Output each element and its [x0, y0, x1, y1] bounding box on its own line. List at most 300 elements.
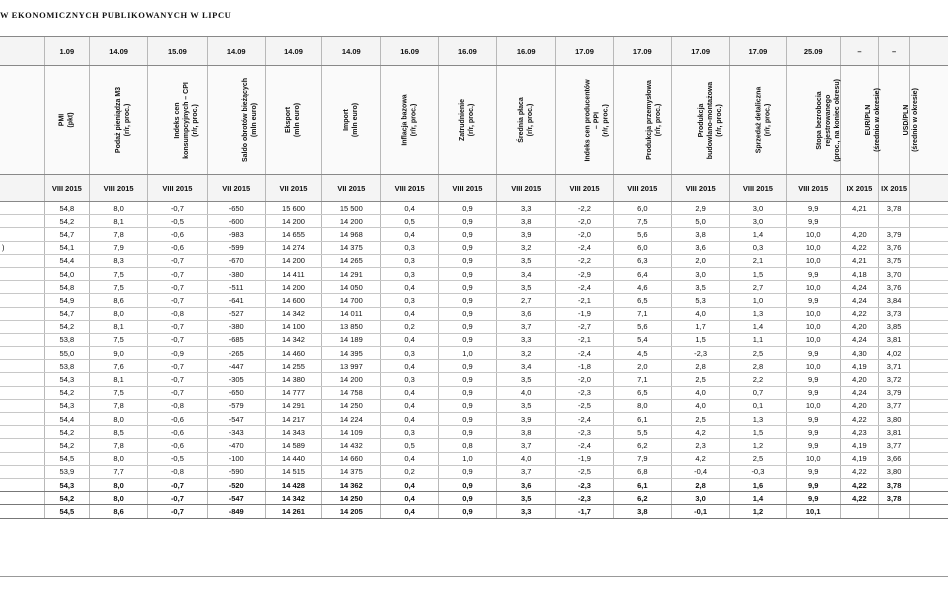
value-cell: -650 — [207, 202, 265, 215]
value-cell: 1,0 — [730, 294, 786, 307]
release-date-cell: – — [840, 37, 878, 66]
indicator-label: Podaż pieniądza M3 (r/r, proc.) — [115, 86, 132, 154]
release-date-cell: 15.09 — [148, 37, 207, 66]
value-cell: 3,76 — [879, 281, 910, 294]
value-cell: 14 205 — [322, 505, 381, 518]
value-cell: 14 758 — [322, 386, 381, 399]
value-cell: 2,5 — [730, 452, 786, 465]
value-cell: 14 050 — [322, 281, 381, 294]
value-cell: 54,4 — [44, 254, 89, 267]
forecaster-name — [0, 267, 44, 280]
value-cell: 10,0 — [786, 281, 840, 294]
value-cell: -0,7 — [148, 505, 207, 518]
value-cell: 5,6 — [613, 320, 671, 333]
value-cell: 14 261 — [265, 505, 321, 518]
empty-cell — [910, 267, 948, 280]
value-cell: 3,8 — [613, 505, 671, 518]
value-cell: 0,9 — [438, 360, 496, 373]
empty-cell — [910, 241, 948, 254]
value-cell: -0,8 — [148, 307, 207, 320]
period-cell: VIII 2015 — [786, 175, 840, 202]
forecaster-name — [0, 478, 44, 491]
value-cell: -1,9 — [556, 307, 613, 320]
value-cell: 4,23 — [840, 426, 878, 439]
forecaster-name — [0, 360, 44, 373]
value-cell: 7,1 — [613, 307, 671, 320]
value-cell: 14 432 — [322, 439, 381, 452]
value-cell: 3,3 — [497, 333, 556, 346]
value-cell: 0,1 — [730, 399, 786, 412]
release-date-cell: 14.09 — [322, 37, 381, 66]
value-cell: 3,72 — [879, 373, 910, 386]
forecaster-name — [0, 347, 44, 360]
value-cell: 54,2 — [44, 439, 89, 452]
value-cell: 3,0 — [671, 492, 729, 505]
release-date-cell: 17.09 — [613, 37, 671, 66]
value-cell: 5,4 — [613, 333, 671, 346]
release-date-cell — [910, 37, 948, 66]
release-date-cell: 17.09 — [671, 37, 729, 66]
indicator-label: Zatrudnienie (r/r, proc.) — [459, 98, 476, 142]
value-cell: 14 265 — [322, 254, 381, 267]
value-cell: -380 — [207, 267, 265, 280]
value-cell: 3,5 — [497, 281, 556, 294]
value-cell: 0,4 — [381, 452, 438, 465]
value-cell: 3,5 — [497, 254, 556, 267]
value-cell: 4,24 — [840, 333, 878, 346]
value-cell: 0,4 — [381, 399, 438, 412]
row-label-cell — [0, 175, 44, 202]
value-cell: 14 255 — [265, 360, 321, 373]
value-cell: -641 — [207, 294, 265, 307]
value-cell: 3,70 — [879, 267, 910, 280]
value-cell: 4,22 — [840, 478, 878, 491]
value-cell: 5,6 — [613, 228, 671, 241]
value-cell: -0,7 — [148, 254, 207, 267]
value-cell: 0,4 — [381, 413, 438, 426]
value-cell: 14 411 — [265, 267, 321, 280]
forecaster-name — [0, 399, 44, 412]
value-cell: 14 200 — [322, 215, 381, 228]
value-cell: 0,2 — [381, 320, 438, 333]
value-cell: 4,19 — [840, 360, 878, 373]
value-cell: -2,7 — [556, 320, 613, 333]
value-cell: 14 291 — [265, 399, 321, 412]
value-cell: -2,3 — [556, 492, 613, 505]
value-cell: 54,7 — [44, 307, 89, 320]
value-cell: -511 — [207, 281, 265, 294]
empty-cell — [910, 386, 948, 399]
value-cell: 14 291 — [322, 267, 381, 280]
release-date-cell: 14.09 — [207, 37, 265, 66]
value-cell: -0,8 — [148, 465, 207, 478]
value-cell: 8,0 — [89, 413, 147, 426]
value-cell: -0,7 — [148, 492, 207, 505]
empty-cell — [910, 320, 948, 333]
value-cell: 7,5 — [89, 333, 147, 346]
value-cell: -0,3 — [730, 465, 786, 478]
value-cell: 3,80 — [879, 413, 910, 426]
value-cell: 54,8 — [44, 281, 89, 294]
value-cell: -380 — [207, 320, 265, 333]
value-cell: 3,7 — [497, 439, 556, 452]
forecaster-name — [0, 452, 44, 465]
value-cell: 3,78 — [879, 478, 910, 491]
forecaster-name — [0, 202, 44, 215]
forecaster-name: ) — [0, 241, 44, 254]
value-cell: -0,7 — [148, 202, 207, 215]
indicator-label-cell — [265, 66, 321, 175]
value-cell: 10,1 — [786, 505, 840, 518]
table-row — [0, 281, 948, 294]
value-cell: 7,9 — [89, 241, 147, 254]
value-cell: 1,1 — [730, 333, 786, 346]
value-cell: 9,9 — [786, 439, 840, 452]
value-cell: 3,78 — [879, 492, 910, 505]
value-cell: 9,0 — [89, 347, 147, 360]
value-cell: 8,0 — [89, 492, 147, 505]
table-row — [0, 307, 948, 320]
value-cell: 8,6 — [89, 294, 147, 307]
value-cell: 3,79 — [879, 228, 910, 241]
value-cell: 5,0 — [671, 215, 729, 228]
value-cell: 53,8 — [44, 333, 89, 346]
value-cell: 3,2 — [497, 241, 556, 254]
value-cell: 14 109 — [322, 426, 381, 439]
value-cell: 14 217 — [265, 413, 321, 426]
table-row — [0, 360, 948, 373]
value-cell: -0,4 — [671, 465, 729, 478]
indicator-label-cell — [840, 66, 881, 175]
value-cell: 3,6 — [671, 241, 729, 254]
value-cell: 3,76 — [879, 241, 910, 254]
indicator-label-cell — [148, 66, 207, 175]
table-row — [0, 333, 948, 346]
value-cell: 1,2 — [730, 505, 786, 518]
value-cell: 14 655 — [265, 228, 321, 241]
value-cell: 54,3 — [44, 399, 89, 412]
value-cell: 14 600 — [265, 294, 321, 307]
table-row — [0, 241, 948, 254]
value-cell: 14 342 — [265, 333, 321, 346]
value-cell: -2,4 — [556, 347, 613, 360]
table-row — [0, 386, 948, 399]
value-cell: 0,2 — [381, 465, 438, 478]
value-cell: 14 200 — [265, 281, 321, 294]
value-cell: 9,9 — [786, 426, 840, 439]
value-cell: 4,0 — [671, 399, 729, 412]
value-cell: 0,9 — [438, 333, 496, 346]
value-cell: 0,3 — [381, 373, 438, 386]
indicator-label: Stopa bezrobocia rejestrowanego (proc., na koniec okresu) — [815, 78, 841, 162]
value-cell: 0,9 — [438, 202, 496, 215]
value-cell: 53,8 — [44, 360, 89, 373]
value-cell: -0,6 — [148, 228, 207, 241]
bottom-rule — [0, 576, 948, 577]
value-cell: 0,9 — [438, 505, 496, 518]
value-cell: 3,4 — [497, 267, 556, 280]
value-cell: 0,9 — [438, 281, 496, 294]
value-cell: 54,4 — [44, 413, 89, 426]
value-cell: 8,0 — [89, 307, 147, 320]
value-cell: -579 — [207, 399, 265, 412]
empty-cell — [910, 373, 948, 386]
value-cell: 3,84 — [879, 294, 910, 307]
value-cell: 14 380 — [265, 373, 321, 386]
period-cell: VIII 2015 — [89, 175, 147, 202]
value-cell: -685 — [207, 333, 265, 346]
value-cell: 14 011 — [322, 307, 381, 320]
value-cell: 54,0 — [44, 267, 89, 280]
forecaster-name — [0, 294, 44, 307]
release-date-cell: 16.09 — [381, 37, 438, 66]
value-cell: 14 700 — [322, 294, 381, 307]
value-cell: 14 589 — [265, 439, 321, 452]
value-cell: -0,7 — [148, 373, 207, 386]
value-cell: 54,1 — [44, 241, 89, 254]
value-cell: 0,4 — [381, 386, 438, 399]
empty-cell — [910, 294, 948, 307]
value-cell: 3,4 — [497, 360, 556, 373]
value-cell: 4,20 — [840, 228, 878, 241]
value-cell: 10,0 — [786, 228, 840, 241]
date-row — [0, 37, 948, 66]
value-cell: 3,78 — [879, 202, 910, 215]
period-cell: VIII 2015 — [497, 175, 556, 202]
value-cell: 54,3 — [44, 373, 89, 386]
indicator-label: Eksport (mln euro) — [285, 102, 302, 138]
forecast-table — [0, 36, 948, 519]
value-cell: 3,3 — [497, 505, 556, 518]
forecaster-name — [0, 439, 44, 452]
empty-cell — [910, 399, 948, 412]
indicator-label: EUR/PLN (średnio w okresie) — [864, 88, 881, 152]
value-cell: 0,9 — [438, 426, 496, 439]
value-cell: -447 — [207, 360, 265, 373]
value-cell: 0,9 — [438, 320, 496, 333]
value-cell: -470 — [207, 439, 265, 452]
value-cell: 54,8 — [44, 202, 89, 215]
value-cell: -650 — [207, 386, 265, 399]
value-cell: 0,9 — [438, 492, 496, 505]
value-cell: 14 250 — [322, 399, 381, 412]
indicator-label: Indeks cen producentów – PPI (r/r, proc.) — [584, 78, 610, 162]
value-cell: 6,4 — [613, 267, 671, 280]
value-cell: -0,7 — [148, 478, 207, 491]
value-cell: 0,4 — [381, 505, 438, 518]
value-cell: -0,6 — [148, 426, 207, 439]
value-cell: 2,5 — [671, 373, 729, 386]
value-cell: -2,0 — [556, 215, 613, 228]
value-cell: 0,4 — [381, 492, 438, 505]
empty-cell — [910, 505, 948, 518]
value-cell: 4,19 — [840, 452, 878, 465]
value-cell: 6,8 — [613, 465, 671, 478]
value-cell: -2,0 — [556, 228, 613, 241]
value-cell: 9,9 — [786, 373, 840, 386]
value-cell: -2,3 — [671, 347, 729, 360]
value-cell: 8,6 — [89, 505, 147, 518]
value-cell: 0,4 — [381, 307, 438, 320]
indicator-label: Sprzedaż detaliczna (r/r, proc.) — [755, 86, 772, 154]
period-cell: VIII 2015 — [44, 175, 89, 202]
value-cell: 0,3 — [381, 426, 438, 439]
value-cell: 14 100 — [265, 320, 321, 333]
empty-cell — [910, 281, 948, 294]
value-cell: 3,3 — [497, 202, 556, 215]
value-cell: 3,8 — [671, 228, 729, 241]
value-cell: 1,6 — [730, 478, 786, 491]
indicator-label-cell — [322, 66, 381, 175]
value-cell: 3,81 — [879, 333, 910, 346]
value-cell: 9,9 — [786, 386, 840, 399]
value-cell: -0,7 — [148, 294, 207, 307]
value-cell: 2,8 — [671, 478, 729, 491]
value-cell: 7,1 — [613, 373, 671, 386]
value-cell: 1,4 — [730, 320, 786, 333]
value-cell: 1,3 — [730, 307, 786, 320]
value-cell: 2,7 — [730, 281, 786, 294]
value-cell: 3,5 — [497, 399, 556, 412]
value-cell: 0,8 — [438, 439, 496, 452]
value-cell: 7,6 — [89, 360, 147, 373]
value-cell: 4,21 — [840, 254, 878, 267]
value-cell: 14 777 — [265, 386, 321, 399]
empty-cell — [910, 360, 948, 373]
empty-cell — [910, 439, 948, 452]
period-cell: VIII 2015 — [438, 175, 496, 202]
value-cell: -2,4 — [556, 439, 613, 452]
value-cell: 4,6 — [613, 281, 671, 294]
value-cell: 0,5 — [381, 215, 438, 228]
value-cell: 8,1 — [89, 373, 147, 386]
empty-cell — [910, 333, 948, 346]
value-cell: 9,9 — [786, 294, 840, 307]
release-date-cell: 25.09 — [786, 37, 840, 66]
indicator-label: Import (mln euro) — [343, 102, 360, 138]
value-cell: 9,9 — [786, 492, 840, 505]
value-cell: 3,5 — [497, 492, 556, 505]
value-cell: 14 440 — [265, 452, 321, 465]
period-cell: VIII 2015 — [730, 175, 786, 202]
value-cell: 13 850 — [322, 320, 381, 333]
value-cell: 0,9 — [438, 413, 496, 426]
value-cell: -0,6 — [148, 241, 207, 254]
value-cell: 15 500 — [322, 202, 381, 215]
indicator-label-cell — [207, 66, 265, 175]
value-cell: 54,5 — [44, 452, 89, 465]
indicator-label-cell — [786, 66, 840, 175]
value-cell: 4,20 — [840, 320, 878, 333]
value-cell — [879, 505, 910, 518]
value-cell: 9,9 — [786, 465, 840, 478]
value-cell — [879, 215, 910, 228]
value-cell: 3,2 — [497, 347, 556, 360]
value-cell: 10,0 — [786, 241, 840, 254]
value-cell: -2,0 — [556, 373, 613, 386]
value-cell: -1,7 — [556, 505, 613, 518]
summary-row — [0, 505, 948, 518]
release-date-cell: 16.09 — [497, 37, 556, 66]
value-cell: -0,7 — [148, 360, 207, 373]
value-cell: 3,75 — [879, 254, 910, 267]
value-cell: -547 — [207, 413, 265, 426]
indicator-label-cell — [497, 66, 556, 175]
value-cell: 0,9 — [438, 241, 496, 254]
value-cell — [840, 215, 878, 228]
period-cell: IX 2015 — [879, 175, 910, 202]
forecaster-name — [0, 426, 44, 439]
value-cell: 0,3 — [381, 347, 438, 360]
value-cell: -2,4 — [556, 413, 613, 426]
release-date-cell: 1.09 — [44, 37, 89, 66]
value-cell: 4,2 — [671, 452, 729, 465]
value-cell: 4,0 — [671, 386, 729, 399]
value-cell: -0,5 — [148, 452, 207, 465]
value-cell: 2,9 — [671, 202, 729, 215]
value-cell: 4,5 — [613, 347, 671, 360]
value-cell: 54,2 — [44, 492, 89, 505]
value-cell: 0,4 — [381, 360, 438, 373]
release-date-cell: 14.09 — [89, 37, 147, 66]
value-cell: 6,5 — [613, 294, 671, 307]
value-cell: -0,8 — [148, 399, 207, 412]
value-cell: 1,3 — [730, 413, 786, 426]
value-cell: 54,3 — [44, 478, 89, 491]
value-cell: 2,0 — [671, 254, 729, 267]
value-cell: 7,5 — [89, 281, 147, 294]
value-cell: -547 — [207, 492, 265, 505]
value-cell: 4,19 — [840, 439, 878, 452]
value-cell: 6,1 — [613, 413, 671, 426]
value-cell: -2,9 — [556, 267, 613, 280]
indicator-label-cell — [556, 66, 613, 175]
value-cell: 3,77 — [879, 439, 910, 452]
value-cell: 8,0 — [89, 478, 147, 491]
value-cell: 9,9 — [786, 478, 840, 491]
value-cell: -2,1 — [556, 294, 613, 307]
empty-cell — [910, 478, 948, 491]
value-cell: 5,3 — [671, 294, 729, 307]
value-cell: 4,24 — [840, 386, 878, 399]
empty-cell — [910, 426, 948, 439]
value-cell: 6,2 — [613, 492, 671, 505]
table-row — [0, 267, 948, 280]
value-cell — [840, 505, 878, 518]
forecaster-name — [0, 215, 44, 228]
release-date-cell: 17.09 — [730, 37, 786, 66]
value-cell: 14 362 — [322, 478, 381, 491]
value-cell: 7,5 — [89, 386, 147, 399]
value-cell: 1,2 — [730, 439, 786, 452]
table-row — [0, 452, 948, 465]
value-cell: 4,22 — [840, 413, 878, 426]
value-cell: 14 460 — [265, 347, 321, 360]
value-cell: 2,8 — [730, 360, 786, 373]
value-cell: 14 515 — [265, 465, 321, 478]
value-cell: 0,9 — [438, 254, 496, 267]
value-cell: 3,6 — [497, 478, 556, 491]
value-cell: 1,0 — [438, 347, 496, 360]
period-cell: VIII 2015 — [671, 175, 729, 202]
value-cell: 3,5 — [497, 373, 556, 386]
release-date-cell: 17.09 — [556, 37, 613, 66]
value-cell: 7,5 — [89, 267, 147, 280]
summary-row — [0, 478, 948, 491]
value-cell: 2,7 — [497, 294, 556, 307]
value-cell: 3,66 — [879, 452, 910, 465]
value-cell: 55,0 — [44, 347, 89, 360]
